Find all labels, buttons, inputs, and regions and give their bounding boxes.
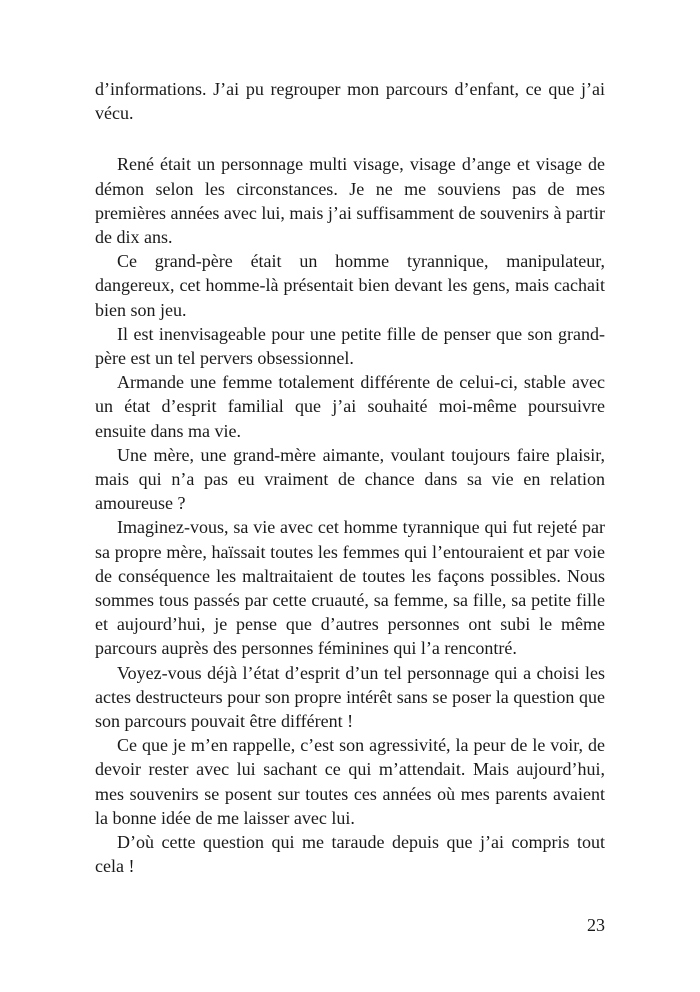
paragraph-9: Ce que je m’en rappelle, c’est son agressivité, la peur de le voir, de devoir rester avec lui sachant ce qui m’attendait. Mais aujourd’hui, mes souvenirs se posent sur toutes ces années où mes parents avaient la bonne idée de me laisser avec lui. <box>95 735 605 828</box>
page-number: 23 <box>587 915 605 935</box>
body-text <box>95 77 605 879</box>
paragraph-1: d’informations. J’ai pu regrouper mon parcours d’enfant, ce que j’ai vécu. <box>95 79 605 124</box>
paragraph-5: Armande une femme totalement différente de celui-ci, stable avec un état d’esprit familial que j’ai souhaité moi-même poursuivre ensuite dans ma vie. <box>95 372 605 441</box>
paragraph-8: Voyez-vous déjà l’état d’esprit d’un tel personnage qui a choisi les actes destructeurs pour son propre intérêt sans se poser la question que son parcours pouvait être différent ! <box>95 662 605 732</box>
paragraph-gap <box>95 125 605 152</box>
paragraph-2: René était un personnage multi visage, visage d’ange et visage de démon selon les circonstances. Je ne me souviens pas de mes premières années avec lui, mais j’ai suffisamment de souvenirs à partir de dix ans. <box>95 154 605 248</box>
paragraph-3: Ce grand-père était un homme tyrannique, manipulateur, dangereux, cet homme-là présentait bien devant les gens, mais cachait bien son jeu. <box>95 251 605 320</box>
paragraph-6: Une mère, une grand-mère aimante, voulant toujours faire plaisir, mais qui n’a pas eu vraiment de chance dans sa vie en relation amoureuse ? <box>95 444 605 514</box>
paragraph-10: D’où cette question qui me taraude depuis que j’ai compris tout cela ! <box>95 832 605 877</box>
paragraph-7: Imaginez-vous, sa vie avec cet homme tyrannique qui fut rejeté par sa propre mère, haïssait toutes les femmes qui l’entouraient et par voie de conséquence les maltraitaient de toutes les façons possibles. Nous sommes tous passés par cette cruauté, sa femme, sa fille, sa petite fille et aujourd’hui, je pense que d’autres personnes ont subi le même parcours auprès des personnes féminines qui l’a rencontré. <box>95 517 605 659</box>
paragraph-4: Il est inenvisageable pour une petite fille de penser que son grand-père est un tel pervers obsessionnel. <box>95 323 605 369</box>
